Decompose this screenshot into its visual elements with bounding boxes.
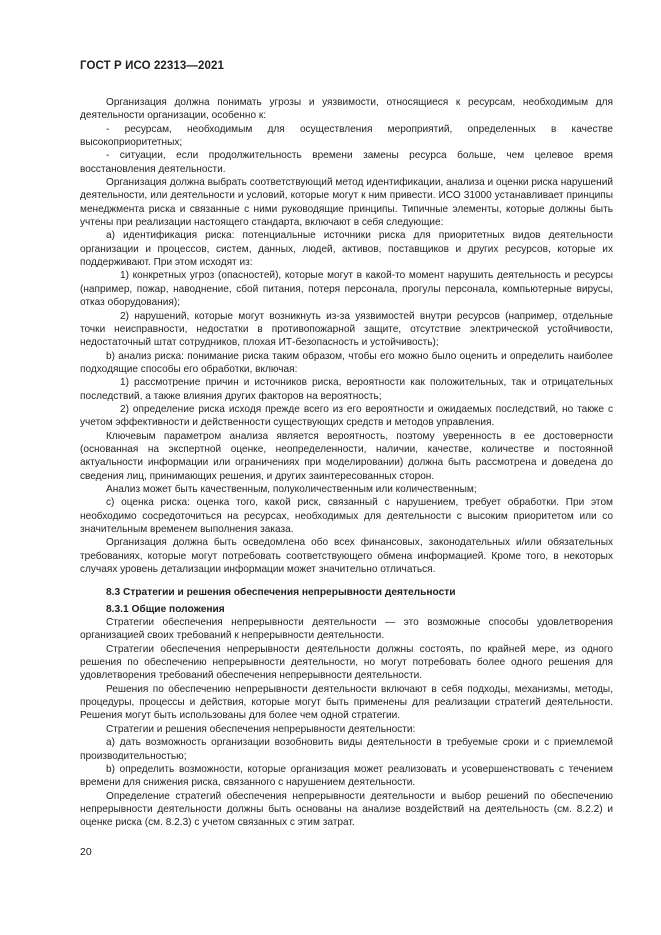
paragraph: Ключевым параметром анализа является вероятность, поэтому уверенность в ее достоверности (основанная на экспертной оценке, неопределенности, наличии, качестве, количестве и постоянной актуальности информации или ограничениях при моделировании) должна быть рассмотрена и доведена до сведения лиц, принимающих решения, и других заинтересованных сторон. [80,430,613,482]
paragraph: Стратегии обеспечения непрерывности деятельности — это возможные способы удовлетворения организацией своих требований к непрерывности деятельности. [80,617,613,642]
sub-list-item: 1) рассмотрение причин и источников риска, вероятности как положительных, так и отрицательных последствий, а также влияния других факторов на вероятность; [80,377,613,402]
standard-header: ГОСТ Р ИСО 22313—2021 [80,60,225,72]
paragraph: Организация должна понимать угрозы и уязвимости, относящиеся к ресурсам, необходимым для деятельности организации, особенно к: [80,97,613,122]
sub-list-item: 1) конкретных угроз (опасностей), которые могут в какой-то момент нарушить деятельность и ресурсы (например, пожар, наводнение, сбой питания, потеря персонала, прогулы персонала, компьютерные вирусы, отказ оборудования); [80,270,613,309]
document-body [80,96,613,830]
sub-list-item: 2) нарушений, которые могут возникнуть из-за уязвимостей внутри ресурсов (например, отдельные точки неисправности, недостатки в противопожарной защите, отсутствие электрической устойчивости, недостаточный штат сотрудников, плохая ИТ-безопасность и устойчивость); [80,310,613,349]
paragraph: Стратегии и решения обеспечения непрерывности деятельности: [106,723,416,735]
sub-list-item: 2) определение риска исходя прежде всего из его вероятности и ожидаемых последствий, но также с учетом эффективности и действенности существующих средств и методов управления. [80,403,613,429]
paragraph: Стратегии обеспечения непрерывности деятельности должны состоять, по крайней мере, из одного решения по обеспечению непрерывности деятельности, но могут потребовать более одного решения для удовлетворения требований обеспечения непрерывности деятельности. [80,643,613,682]
list-item: - ситуации, если продолжительность времени замены ресурса больше, чем целевое время восстановления деятельности. [80,150,613,175]
list-item: - ресурсам, необходимым для осуществления мероприятий, определенных в качестве высокоприоритетных; [80,123,613,149]
section-heading: 8.3 Стратегии и решения обеспечения непрерывности деятельности [106,587,456,599]
page-number: 20 [80,846,92,858]
paragraph: Организация должна выбрать соответствующий метод идентификации, анализа и оценки риска нарушений деятельности, или деятельности и условий, которые могут к ним привести. ИСО 31000 устанавливает принципы менеджмента риска и связанные с ними руководящие принципы. Типичные элементы, которые должны быть учтены при реализации настоящего стандарта, включают в себя следующие: [80,177,613,229]
list-item-c: с) оценка риска: оценка того, какой риск, связанный с нарушением, требует обработки. При этом необходимо сосредоточиться на ресурсах, необходимых для деятельности с высоким приоритетом или со значительным временем выполнения заказа. [80,497,613,535]
paragraph: Решения по обеспечению непрерывности деятельности включают в себя подходы, механизмы, методы, процедуры, процессы и действия, которые могут быть применены для реализации стратегий деятельности. Решения могут быть использованы для более чем одной стратегии. [80,683,613,722]
paragraph: Определение стратегий обеспечения непрерывности деятельности и выбор решений по обеспечению непрерывности деятельности должны быть основаны на анализе воздействий на деятельность (см. 8.2.2) и оценке риска (см. 8.2.3) с учетом связанных с этим затрат. [80,790,613,829]
list-item-b: b) определить возможности, которые организация может реализовать и усовершенствовать с течением времени для снижения риска, связанного с нарушением деятельности. [80,763,613,789]
list-item-a: а) идентификация риска: потенциальные источники риска для приоритетных видов деятельности организации и процессов, систем, данных, людей, активов, поставщиков и других ресурсов, которые их поддерживают. При этом исходят из: [80,230,613,269]
list-item-a: а) дать возможность организации возобновить виды деятельности в требуемые сроки и с приемлемой производительностью; [80,737,613,762]
subsection-heading: 8.3.1 Общие положения [106,603,225,615]
paragraph: Организация должна быть осведомлена обо всех финансовых, законодательных и/или обязательных требованиях, которые могут потребовать соответствующего обмена информацией. Кроме того, в некоторых случаях уровень детализации информации может значительно отличаться. [80,537,613,576]
paragraph: Анализ может быть качественным, полуколичественным или количественным; [106,483,477,495]
list-item-b: b) анализ риска: понимание риска таким образом, чтобы его можно было оценить и определить наиболее подходящие способы его обработки, включая: [80,350,613,375]
